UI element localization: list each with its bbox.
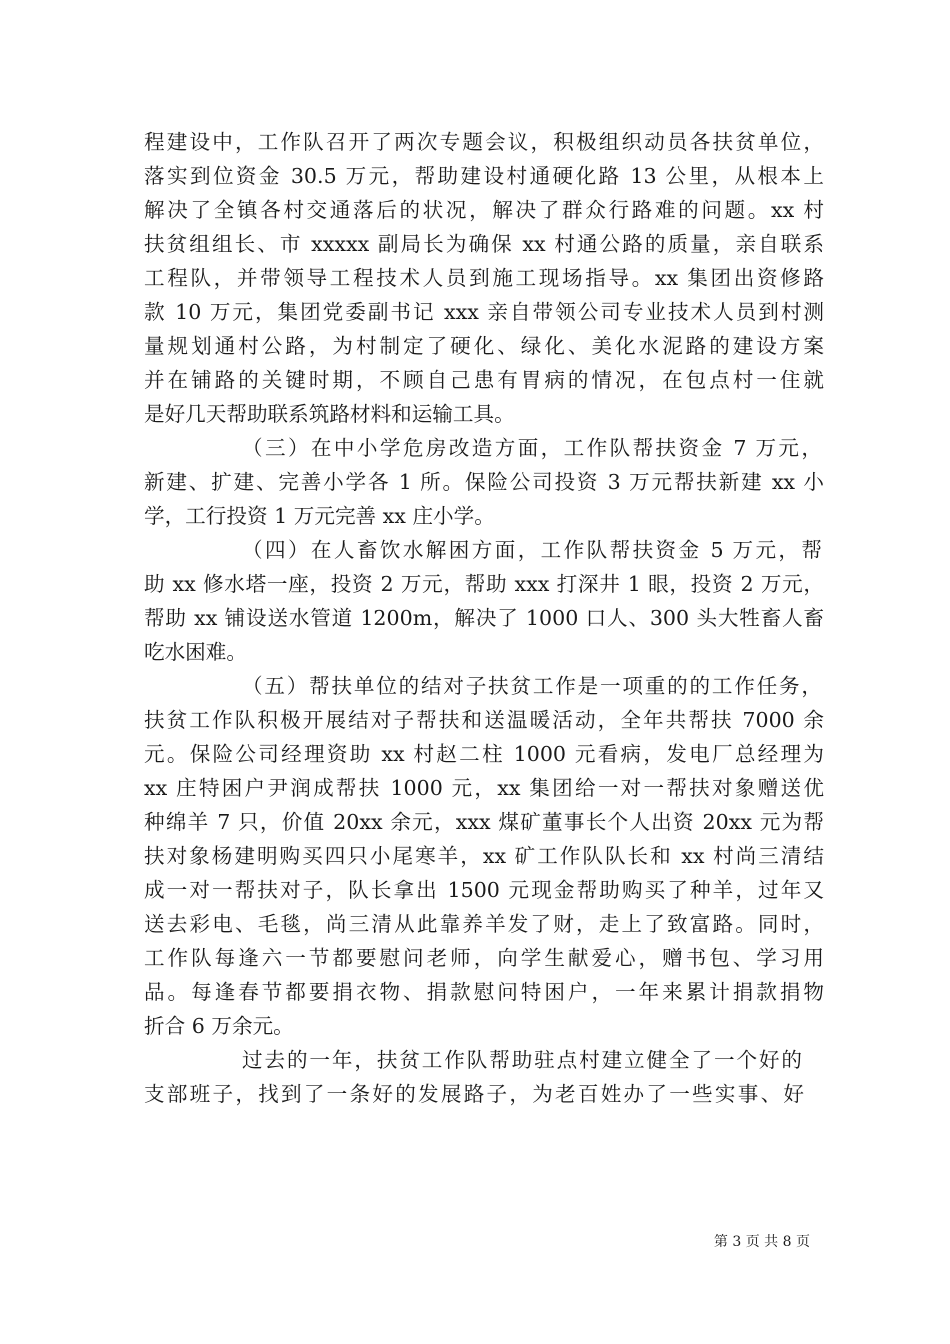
text-line: 品。每逢春节都要捐衣物、捐款慰问特困户，一年来累计捐款捐物 [144, 980, 824, 1004]
text-line: 扶贫工作队积极开展结对子帮扶和送温暖活动，全年共帮扶 7000 余 [144, 708, 824, 732]
text-line: 工作队每逢六一节都要慰问老师，向学生献爱心，赠书包、学习用 [144, 946, 824, 970]
text-line: 送去彩电、毛毯，尚三清从此靠养羊发了财，走上了致富路。同时， [144, 912, 824, 936]
text-line: （四）在人畜饮水解困方面，工作队帮扶资金 5 万元，帮 [242, 538, 822, 562]
text-line: 折合 6 万余元。 [144, 1014, 294, 1038]
text-line: 解决了全镇各村交通落后的状况，解决了群众行路难的问题。xx 村 [144, 198, 824, 222]
text-line: xx 庄特困户尹润成帮扶 1000 元，xx 集团给一对一帮扶对象赠送优 [144, 776, 824, 800]
text-line: 吃水困难。 [144, 640, 247, 664]
text-line: 新建、扩建、完善小学各 1 所。保险公司投资 3 万元帮扶新建 xx 小 [144, 470, 824, 494]
text-line: （三）在中小学危房改造方面，工作队帮扶资金 7 万元， [242, 436, 822, 460]
text-line: 元。保险公司经理资助 xx 村赵二柱 1000 元看病，发电厂总经理为 [144, 742, 824, 766]
text-line: 落实到位资金 30.5 万元，帮助建设村通硬化路 13 公里，从根本上 [144, 164, 824, 188]
text-line: 过去的一年，扶贫工作队帮助驻点村建立健全了一个好的 [242, 1048, 802, 1072]
text-line: 款 10 万元，集团党委副书记 xxx 亲自带领公司专业技术人员到村测 [144, 300, 824, 324]
text-line: 种绵羊 7 只，价值 20xx 余元，xxx 煤矿董事长个人出资 20xx 元为帮 [144, 810, 824, 834]
text-line: 并在铺路的关键时期，不顾自己患有胃病的情况，在包点村一住就 [144, 368, 824, 392]
text-line: 支部班子，找到了一条好的发展路子，为老百姓办了一些实事、好 [144, 1082, 804, 1106]
text-line: （五）帮扶单位的结对子扶贫工作是一项重的的工作任务， [242, 674, 822, 698]
text-line: 助 xx 修水塔一座，投资 2 万元，帮助 xxx 打深井 1 眼，投资 2 万元， [144, 572, 824, 596]
text-line: 扶对象杨建明购买四只小尾寒羊，xx 矿工作队队长和 xx 村尚三清结 [144, 844, 824, 868]
page-number: 第 3 页 共 8 页 [713, 1234, 810, 1250]
text-line: 工程队，并带领导工程技术人员到施工现场指导。xx 集团出资修路 [144, 266, 824, 290]
text-line: 学，工行投资 1 万元完善 xx 庄小学。 [144, 504, 495, 528]
text-line: 是好几天帮助联系筑路材料和运输工具。 [144, 402, 515, 426]
text-line: 成一对一帮扶对子，队长拿出 1500 元现金帮助购买了种羊，过年又 [144, 878, 824, 902]
text-line: 扶贫组组长、市 xxxxx 副局长为确保 xx 村通公路的质量，亲自联系 [144, 232, 824, 256]
text-line: 程建设中，工作队召开了两次专题会议，积极组织动员各扶贫单位， [144, 130, 824, 154]
text-line: 帮助 xx 铺设送水管道 1200m，解决了 1000 口人、300 头大牲畜人畜 [144, 606, 824, 630]
text-line: 量规划通村公路，为村制定了硬化、绿化、美化水泥路的建设方案 [144, 334, 824, 358]
